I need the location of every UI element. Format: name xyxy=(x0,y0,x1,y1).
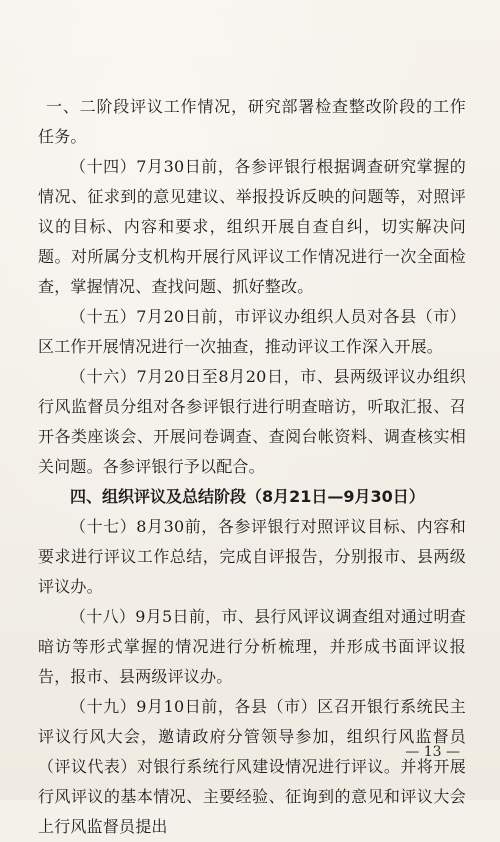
paragraph-17: （十七）8月30前，各参评银行对照评议目标、内容和要求进行评议工作总结，完成自评报告，分别报市、县两级评议办。 xyxy=(38,517,466,596)
paragraph-18: （十八）9月5日前，市、县行风评议调查组对通过明查暗访等形式掌握的情况进行分析梳理，并形成书面评议报告，报市、县两级评议办。 xyxy=(38,607,466,686)
paragraph-15: （十五）7月20日前，市评议办组织人员对各县（市）区工作开展情况进行一次抽查，推动评议工作深入开展。 xyxy=(38,307,466,356)
paragraph-19: （十九）9月10日前，各县（市）区召开银行系统民主评议行风大会，邀请政府分管领导参加，组织行风监督员（评议代表）对银行系统行风建设情况进行评议。并将开展行风评议的基本情况、主要经验、征询到的意见和评议大会上行风监督员提出 xyxy=(38,697,466,836)
paragraph-16: （十六）7月20日至8月20日，市、县两级评议办组织行风监督员分组对各参评银行进行明查暗访，听取汇报、召开各类座谈会、开展问卷调查、查阅台帐资料、调查核实相关问题。各参评银行予以配合。 xyxy=(38,367,466,476)
section-heading-4: 四、组织评议及总结阶段（8月21日—9月30日） xyxy=(70,487,425,506)
paragraph-14: （十四）7月30日前，各参评银行根据调查研究掌握的情况、征求到的意见建议、举报投诉反映的问题等，对照评议的目标、内容和要求，组织开展自查自纠，切实解决问题。对所属分支机构开展行风评议工作情况进行一次全面检查，掌握情况、查找问题、抓好整改。 xyxy=(38,157,466,296)
document-body xyxy=(38,92,466,842)
page-number: — 13 — xyxy=(405,744,460,760)
paragraph-intro: 一、二阶段评议工作情况，研究部署检查整改阶段的工作任务。 xyxy=(38,97,466,146)
